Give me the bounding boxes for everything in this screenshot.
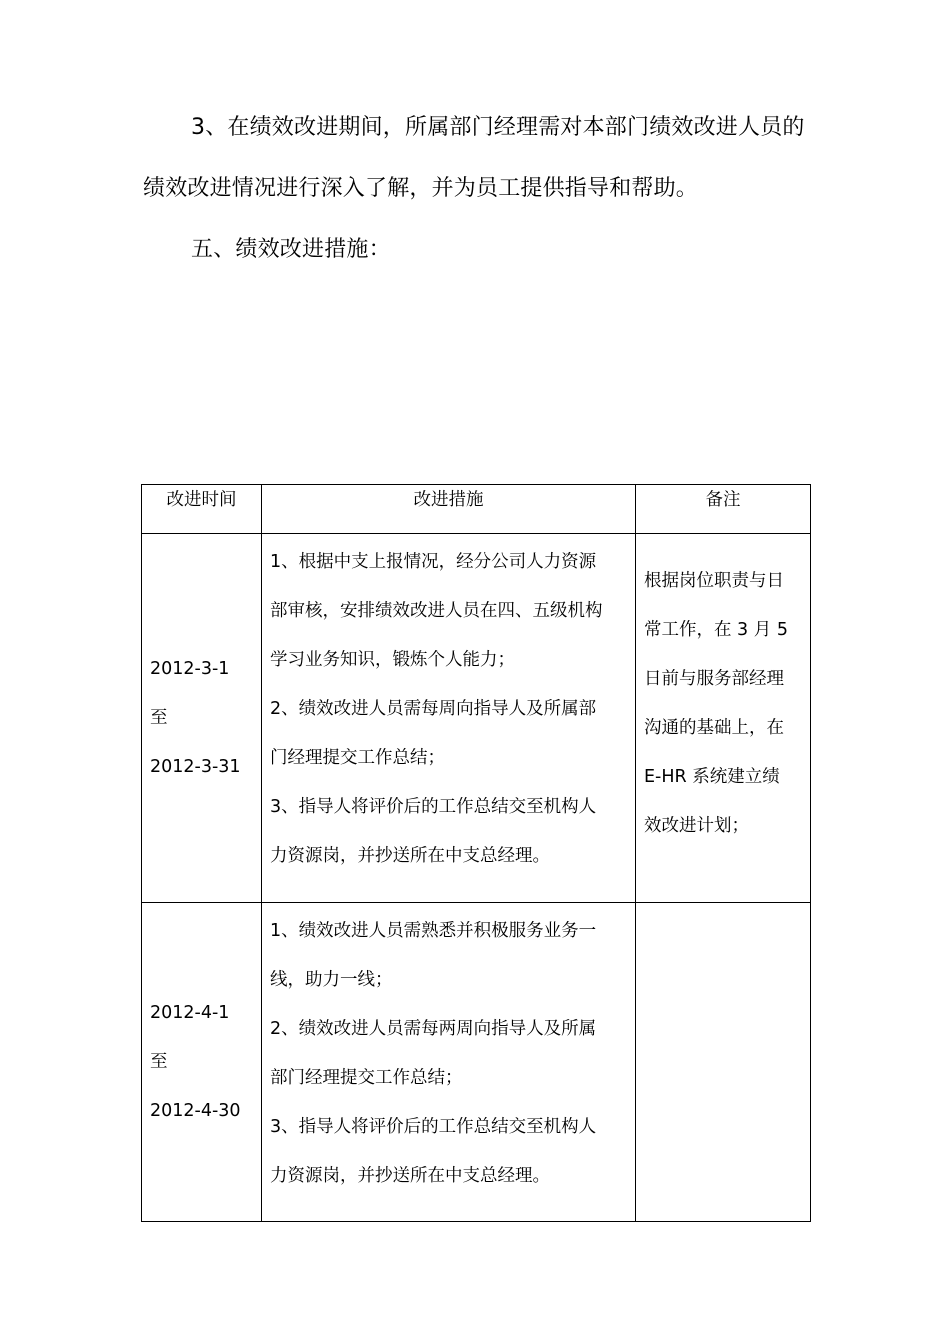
- time-cell: [142, 534, 262, 903]
- time-end: 2012-4-30: [150, 1100, 241, 1121]
- measure-line: 3、指导人将评价后的工作总结交至机构人: [270, 797, 597, 817]
- measures-cell: [262, 534, 636, 903]
- measure-line: 部审核，安排绩效改进人员在四、五级机构: [270, 601, 603, 621]
- notes-cell: [636, 534, 811, 903]
- time-cell: [142, 903, 262, 1222]
- measure-line: 3、指导人将评价后的工作总结交至机构人: [270, 1117, 597, 1137]
- header-notes: 备注: [636, 485, 811, 534]
- measure-line: 力资源岗，并抄送所在中支总经理。: [270, 1166, 550, 1186]
- measure-line: 2、绩效改进人员需每两周向指导人及所属: [270, 1019, 597, 1039]
- measure-line: 部门经理提交工作总结；: [270, 1068, 463, 1088]
- measure-line: 1、根据中支上报情况，经分公司人力资源: [270, 552, 597, 572]
- note-line: 日前与服务部经理: [644, 669, 784, 689]
- time-to: 至: [150, 707, 168, 728]
- note-line: 沟通的基础上，在: [644, 718, 784, 738]
- time-end: 2012-3-31: [150, 756, 241, 777]
- measure-line: 2、绩效改进人员需每周向指导人及所属部: [270, 699, 597, 719]
- measures-cell: [262, 903, 636, 1222]
- time-start: 2012-3-1: [150, 658, 230, 679]
- measure-line: 门经理提交工作总结；: [270, 748, 445, 768]
- table-header-row: [142, 485, 811, 534]
- measure-line: 线，助力一线；: [270, 970, 393, 990]
- paragraph-item-3: 3、在绩效改进期间，所属部门经理需对本部门绩效改进人员的绩效改进情况进行深入了解，并为员工提供指导和帮助。: [143, 115, 805, 201]
- note-line: 常工作，在 3 月 5: [644, 620, 788, 640]
- time-to: 至: [150, 1051, 168, 1072]
- header-measures: 改进措施: [262, 485, 636, 534]
- measure-line: 力资源岗，并抄送所在中支总经理。: [270, 846, 550, 866]
- time-start: 2012-4-1: [150, 1002, 230, 1023]
- table-row: [142, 534, 811, 903]
- measure-line: 学习业务知识，锻炼个人能力；: [270, 650, 515, 670]
- table-row: [142, 903, 811, 1222]
- note-line: 效改进计划；: [644, 816, 749, 836]
- improvement-plan-table: [141, 484, 811, 1222]
- header-time: 改进时间: [142, 485, 262, 534]
- note-line: 根据岗位职责与日: [644, 571, 784, 591]
- measure-line: 1、绩效改进人员需熟悉并积极服务业务一: [270, 921, 597, 941]
- note-line: E-HR 系统建立绩: [644, 767, 780, 787]
- section-heading-5: 五、绩效改进措施：: [191, 237, 391, 262]
- notes-cell: [636, 903, 811, 1222]
